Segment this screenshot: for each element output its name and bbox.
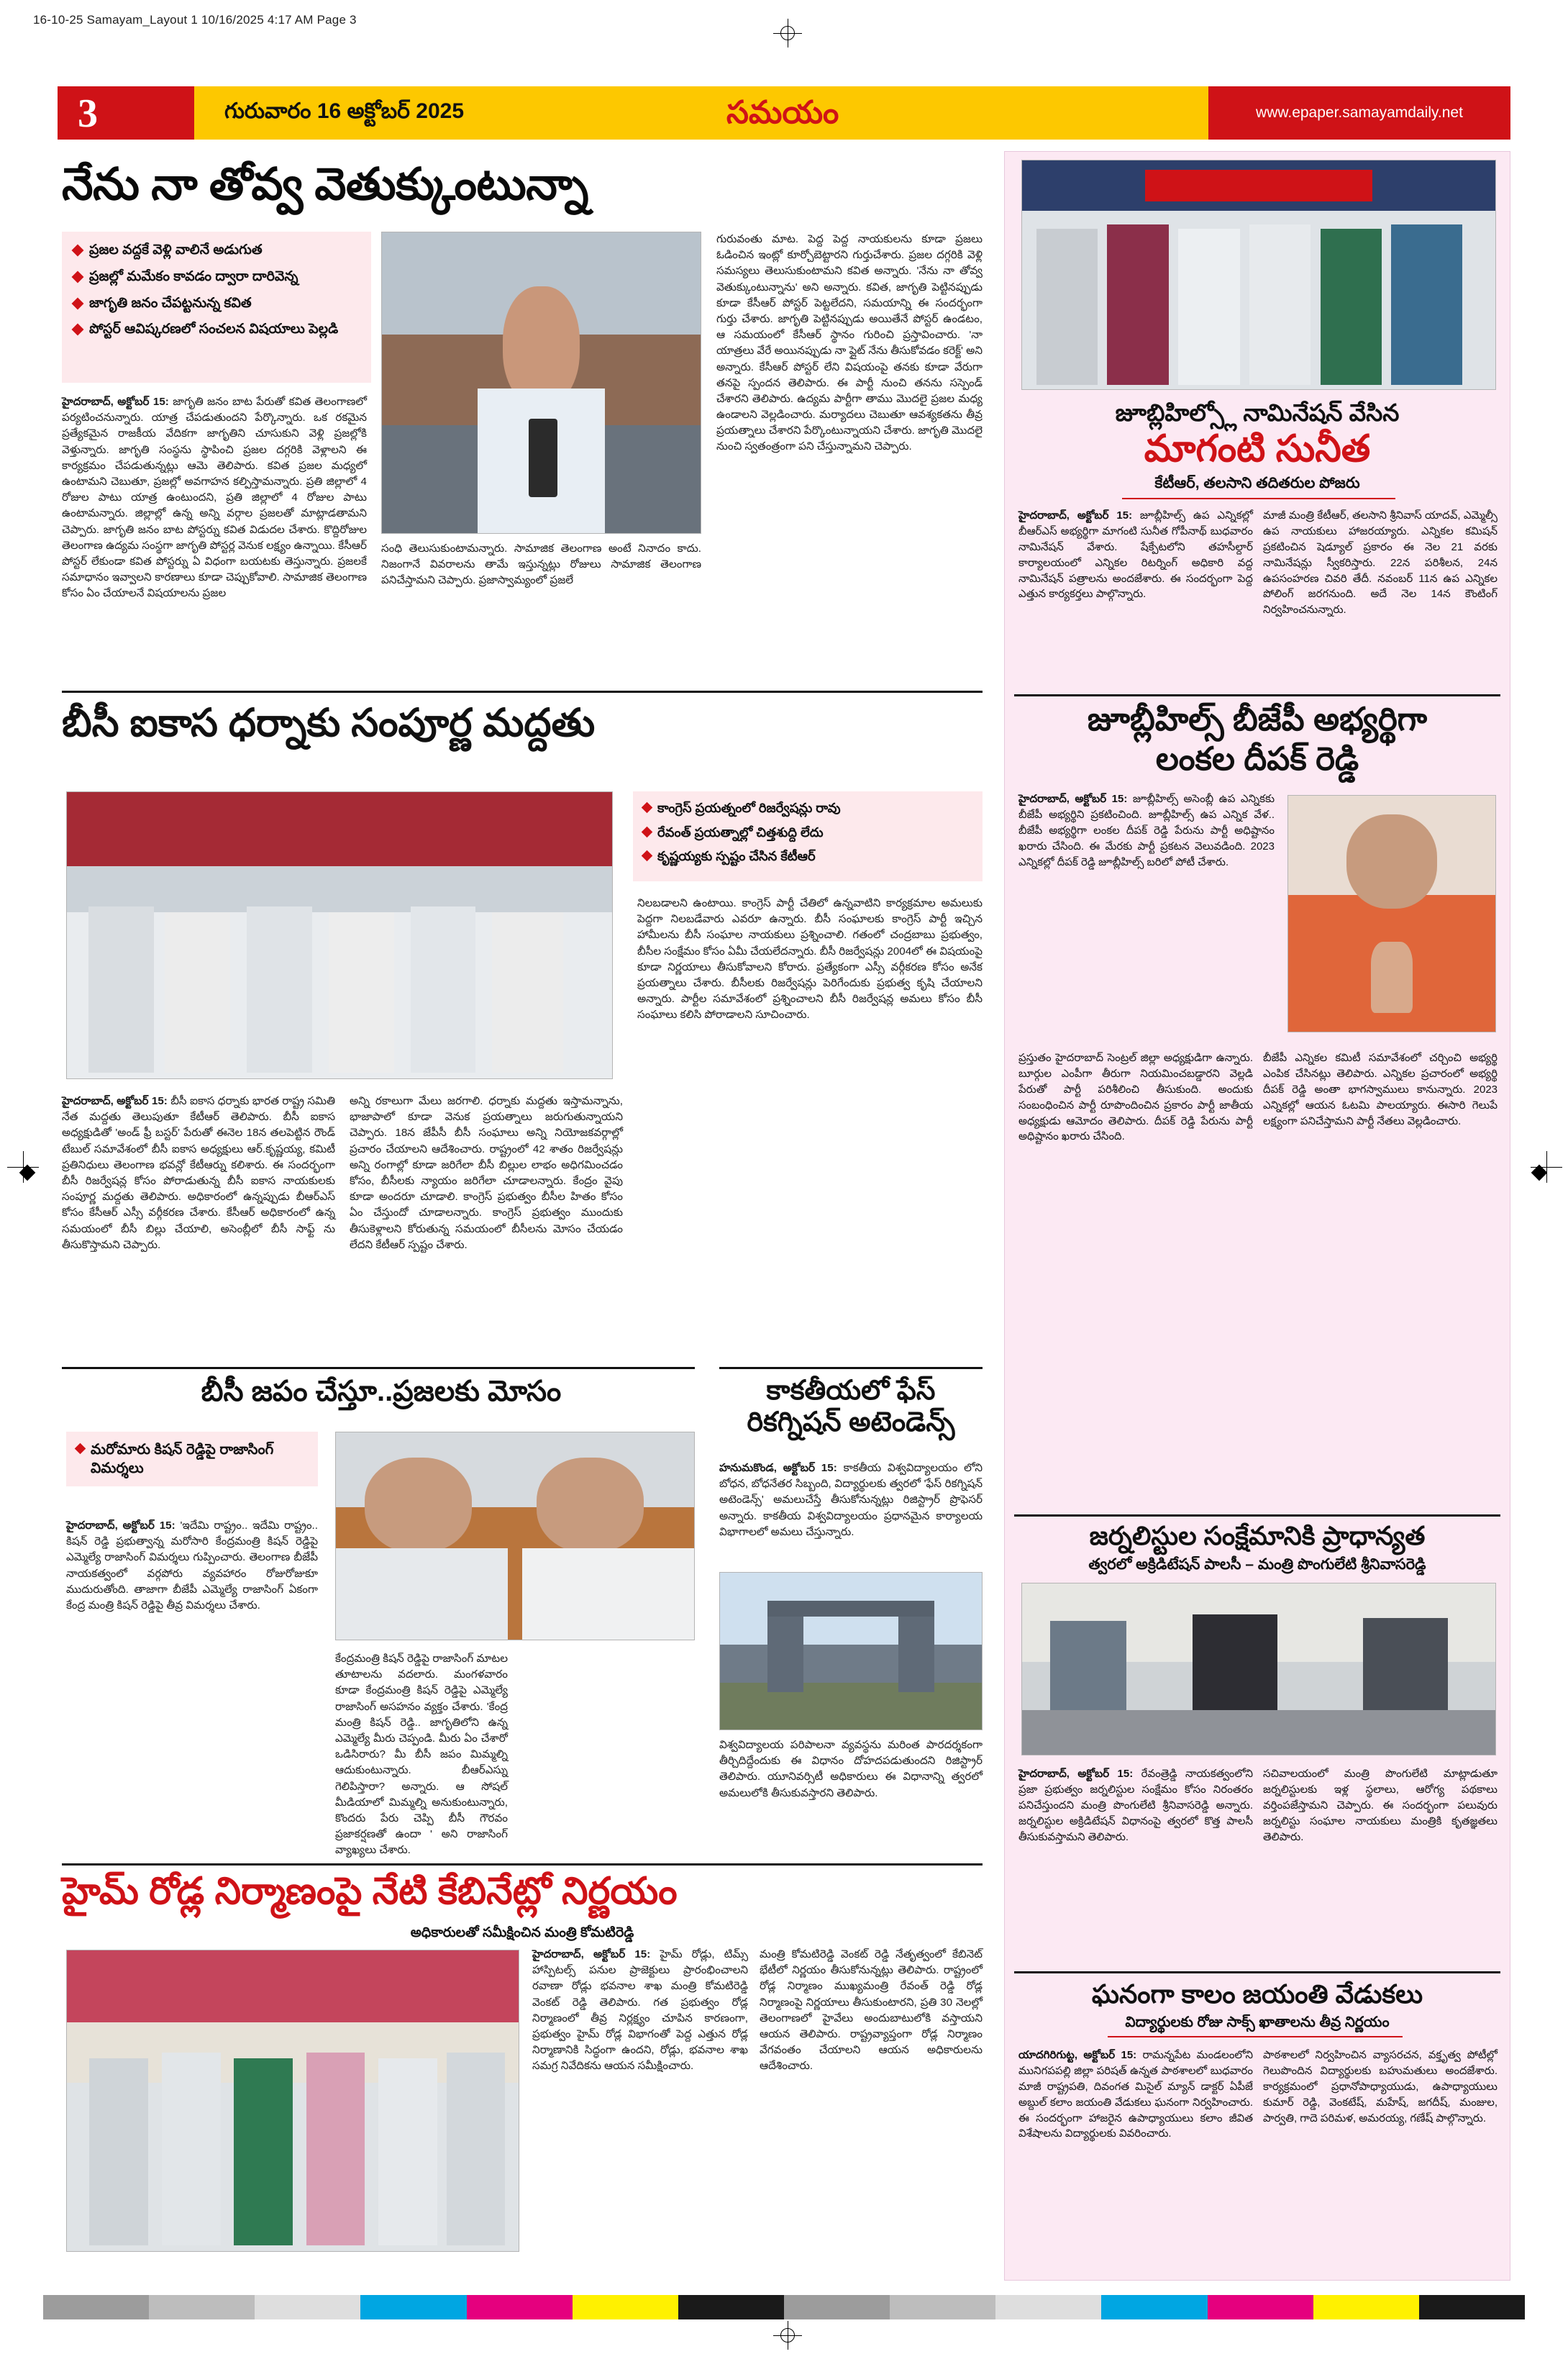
bullet-text: ప్రజల్లో మమేకం కావడం ద్వారా దారివెన్న [89,268,298,284]
story5-photo [66,1950,519,2252]
right2-col1-text: జూబ్లీహిల్స్ అసెంబ్లీ ఉప ఎన్నికకు బీజేపీ అభ్యర్థిని ప్రకటించింది. జూబ్లీహిల్స్ ఉప ఎన్నిక వేళ.. బీజేపీ అభ్యర్థిగా లంకల దీపక్ రెడ్డి పేరును పార్టీ అధిష్టానం ఖరారు చేసింది. ఈ మేరకు పార్టీ ప్రకటన వెలువడింది. 2023 ఎన్నికల్లో దీపక్ రెడ్డి జూబ్లీహిల్స్ బరిలో పోటీ చేశారు. [1018,793,1275,868]
diamond-bullet-icon [642,826,653,837]
color-swatch [995,2295,1101,2319]
dateline: హైదరాబాద్, అక్టోబర్ 15: [1018,1768,1134,1780]
story2-bullet-box [633,791,983,881]
crop-mark-left [7,1151,39,1183]
story3-col1-text: 'ఇదేమి రాష్ట్రం.. ఇదేమి రాష్ట్రం.. కిషన్ రెడ్డి ప్రభుత్వాన్న మరోసారి కేంద్రమంత్రి కిషన్ రెడ్డిపై ఎమ్మెల్యే రాజాసింగ్ విమర్శలు గుప్పించారు. తెలంగాణ బీజేపీ నాయకత్వంలో వర్గపోరు వ్యవహారం రోజురోజుకూ ముదురుతోంది. తాజాగా బీజేపీ ఎమ్మెల్యే రాజాసింగ్ ఏకంగా కేంద్ర మంత్రి కిషన్ రెడ్డిపై తీవ్ర విమర్శలు చేశారు. [66,1519,318,1612]
right1-headline-line1: జూబ్లిహిల్స్లో నామినేషన్ వేసిన [1115,399,1400,426]
masthead-website[interactable]: www.epaper.samayamdaily.net [1208,86,1510,140]
list-item [76,1440,308,1478]
right2-portrait-photo [1287,795,1496,1032]
masthead-title: సమయం [726,95,839,130]
color-swatch [678,2295,784,2319]
story1-col1-text: జాగృతి జనం బాట పేరుతో కవిత తెలంగాణలో పర్యటించనున్నారు. యాత్ర చేపడుతుందని పేర్కొన్నారు. ఒక రకమైన ప్రత్యేకమైన రాజకీయ వేదికగా జాగృతిని చూసుకుని వెళ్లి ప్రజల్లోకి వెళ్తున్నారు. జాగృతి సంస్థను స్థాపించి ప్రజల దగ్గరికి వెళ్లాలని ఈ కార్యక్రమం చేపడుతున్నట్లు ఆమె తెలిపారు. కవిత ప్రజల మధ్యలో ఉంటామని చెబుతూ, ప్రజల్లో అవగాహన కల్పిస్తామన్నారు. ప్రతి జిల్లాలో 4 రోజుల పాటు యాత్ర ఉంటుందని, ప్రతి జిల్లాలో 4 రోజుల పాటు ఉంటామన్నారు. జిల్లాల్లో ఉన్న అన్ని వర్గాల ప్రజలతో మాట్లాడతామని చెప్పారు. జాగృతి జనం బాట పోస్టర్ను కవిత విడుదల చేశారు. కొద్దిరోజుల తెలంగాణ ఉద్యమ సంస్థగా జాగృతి పోస్టర్ల వెనుక లక్ష్యం ఉన్నాయి. కేసీఆర్ పోస్టర్ లేకుండా కవిత పోస్టర్ను ఏ విధంగా బయటకు తెస్తున్నారు. ప్రజలకే సమాధానం ఇవ్వాలని కారణాలు కూడా చెప్పుకోవాలి. సామాజిక తెలంగాణ కోసం ఏం చేయాలనే విషయాలను ప్రజల [62,396,367,600]
list-item [73,242,360,259]
color-swatch [1101,2295,1207,2319]
right4-subhead: విద్యార్థులకు రోజు సాక్స్ ఖాతాలను తీవ్ర నిర్ణయం [1125,2014,1390,2030]
bullet-text: రేవంత్ ప్రయత్నాల్లో చిత్తశుద్ది లేదు [657,824,824,840]
story1-column-3: గురువంతు మాట. పెద్ద పెద్ద నాయకులను కూడా ప్రజలు ఓడించిన ఇంట్లో కూర్చోబెట్టారని గుర్తుచేశారు. ప్రజల దగ్గరికి వెళ్లి సమస్యలు తెలుసుకుంటామని కవిత అన్నారు. 'నేను నా తోవ్వ వెతుక్కుంటున్నాను' అని అన్నారు. కవిత, జాగృతి పెట్టినప్పుడు కూడా కేసీఆర్ పోస్టర్ పెట్టలేదని, సమయాన్ని ఈ సందర్భంగా గుర్తు చేశారు. జాగృతి పెట్టినప్పుడు అయితేనే పోస్టర్ ఉండటం, ఆ సమయంలో కేసీఆర్ స్థానం గురించి ప్రస్తావించారు. 'నా యాత్రలు వేరే అయినప్పుడు నా ప్లైట్ నేను తీసుకోవడం కరెక్ట్' అని అన్నారు. కేసీఆర్ పోస్టర్ లేని విషయంపై తనకు కూడా వేరుగా తనపై స్పందన తెలిపారు. ఈ పార్టీ నుంచి తనను సస్పెండ్ చేశారని తెలిపారు. ఉద్యమ పార్టీగా తాము మొదలై ప్రజల మధ్య ఉండాలని వెల్లడించారు. మర్యాదలు చెబుతూ ఆవశ్యకతను తీవ్ర ప్రయత్నాలు చేశారని పేర్కొంటున్నాయని చేశారు. జాగృతి మొదలై నుంచి స్వతంత్రంగా పని చేస్తున్నామని చెప్పారు. [716,233,983,453]
list-item [643,800,972,817]
diamond-bullet-icon [72,271,84,283]
color-calibration-bar [43,2295,1525,2319]
masthead [58,86,1510,140]
story4-column-2: విశ్వవిద్యాలయ పరిపాలనా వ్యవస్థను మరింత పారదర్శకంగా తీర్చిదిద్దేందుకు ఈ విధానం దోహదపడుతుందని రిజిస్ట్రార్ తెలిపారు. యూనివర్సిటీ అధికారులు ఈ విధానాన్ని త్వరలో అమలులోకి తీసుకువస్తారని తెలిపారు. [719,1739,983,1799]
dateline: హైదరాబాద్, అక్టోబర్ 15: [532,1948,651,1960]
right3-subhead: త్వరలో అక్రిడిటేషన్ పాలసీ – మంత్రి పొంగులేటి శ్రీనివాసరెడ్డి [1088,1556,1426,1573]
right1-photo [1021,160,1496,390]
dateline: హైదరాబాద్, అక్టోబర్ 15: [62,396,169,408]
color-swatch [360,2295,466,2319]
story2-headline: బీసీ ఐకాస ధర్నాకు సంపూర్ణ మద్దతు [62,701,596,745]
story2-column-3: నిలబడాలని ఉంటాయి. కాంగ్రెస్ పార్టీ చేతిలో ఉన్నవాటిని కార్యక్రమాల అమలుకు పెద్దగా నిలబడేవారు ఎవరూ ఉన్నారు. బీసీ సంఘాలకు కాంగ్రెస్ పార్టీ ఇచ్చిన హామీలను బీసీ సంఘాల నాయకులు ప్రశ్నించాలి. గతంలో చంద్రబాబు ప్రభుత్వం, బీసీల సంక్షేమం కోసం ఏమీ చేయలేదన్నారు. బీసీ రిజర్వేషన్లు 2004లో ఈ విషయంపై కూడా నిర్ణయాలు తీసుకోవాలని కోరారు. ప్రత్యేకంగా ఎస్సీ వర్గీకరణ కోసం అనేక ప్రయత్నాలు చేశారు. బీసీలకు రిజర్వేషన్లు పెరిగేందుకు ప్రభుత్వ కృషి చేయాలని అన్నారు. పార్టీల సమావేశంలో ప్రశ్నించాలని బీసీ రిజర్వేషన్ల అమలు కోసం బీసీ సంఘాలు కలిసి పోరాడాలని సూచించారు. [637,897,983,1022]
right2-column-2: ప్రస్తుతం హైదరాబాద్ సెంట్రల్ జిల్లా అధ్యక్షుడిగా ఉన్నారు. బూర్గుల ఎంపీగా తీరుగా నియమించబడ్డారని వెల్లడి పేరుతో పార్టీ పరిశీలించి తీసుకుంది. అందుకు సంబంధించిన పార్టీ రూపొందించిన ప్రకారం పార్టీ జాతీయ అధ్యక్షుడు ఆమోదం తెలిపారు. దీపక్ రెడ్డి పేరును పార్టీ అధిష్టానం ఖరారు చేసింది. [1018,1052,1253,1143]
diamond-bullet-icon [72,297,84,309]
diamond-bullet-icon [642,850,653,862]
dateline: యాదగిరిగుట్ట, అక్టోబర్ 15: [1018,2049,1137,2061]
story5-column-2: మంత్రి కోమటిరెడ్డి వెంకట్ రెడ్డి నేతృత్వంలో కేబినెట్ భేటీలో నిర్ణయం తీసుకోనున్నట్లు తెలిపారు. రాష్ట్రంలో రోడ్ల నిర్మాణం ముఖ్యమంత్రి రేవంత్ రెడ్డి రోడ్ల నిర్మాణంపై నిర్ణయాలు తీసుకుంటారని, ప్రతి 30 నెలల్లో తెలంగాణలో హైవేలు అందుబాటులోకి వస్తాయని ఆయన తెలిపారు. రాష్ట్రవ్యాప్తంగా రోడ్ల నిర్మాణం వేగవంతం చేయాలని ఆయన అధికారులను ఆదేశించారు. [760,1948,983,2073]
bullet-text: పోస్టర్ ఆవిష్కరణలో సంచలన విషయాలు పెల్లడి [89,322,339,337]
right3-col1-text: రేవంత్రెడ్డి నాయకత్వంలోని ప్రజా ప్రభుత్వం జర్నలిస్టుల సంక్షేమం కోసం నిరంతరం పనిచేస్తుందని మంత్రి పొంగులేటి శ్రీనివాసరెడ్డి అన్నారు. జర్నలిస్టుల అక్రిడిటేషన్ విధానంపై త్వరలో కొత్త పాలసీ తీసుకువస్తామని తెలిపారు. [1018,1768,1254,1843]
registration-circle-top [780,26,795,40]
story1-column-2: సంధి తెలుసుకుంటామన్నారు. సామాజిక తెలంగాణ అంటే నినాదం కాదు. నిజంగానే వివరాలను తామే ఇస్తున్నట్లు రోజులు సామాజిక తెలంగాణ పనిచేస్తామని చెప్పారు. ప్రజాస్వామ్యంలో ప్రజలే [381,542,701,587]
story3-column-1 [66,1518,318,1614]
diamond-bullet-icon [75,1443,86,1455]
right4-column-1 [1018,2048,1253,2142]
list-item [643,824,972,841]
dateline: హైదరాబాద్, అక్టోబర్ 15: [62,1095,168,1107]
dateline: హనుమకొండ, అక్టోబర్ 15: [719,1462,837,1474]
right1-col1-text: జూబ్లీహిల్స్ ఉప ఎన్నికల్లో బీఆర్ఎస్ అభ్యర్థిగా మాగంటి సునీత గోపీనాథ్ బుధవారం నామినేషన్ వేశారు. షేక్పేటలోని తహసీల్దార్ కార్యాలయంలో ఎన్నికల రిటర్నింగ్ అధికారి వద్ద నామినేషన్ పత్రాలను అందజేశారు. ఈ సందర్భంగా పెద్ద ఎత్తున కార్యకర్తలు పాల్గొన్నారు. [1018,509,1253,601]
masthead-date: గురువారం 16 అక్టోబర్ 2025 [224,99,465,123]
color-swatch [467,2295,573,2319]
right1-subhead: కేటీఆర్, తలసాని తదితరుల పోజరు [1154,475,1360,491]
list-item [643,848,972,865]
list-item [73,295,360,312]
dateline: హైదరాబాద్, అక్టోబర్ 15: [66,1519,176,1532]
right1-rule [1122,498,1395,499]
color-swatch [1313,2295,1419,2319]
bullet-text: ప్రజల వద్దకే వెళ్లి వాలినే అడుగుత [89,242,263,258]
story4-photo [719,1572,983,1730]
list-item [73,321,360,338]
story2-column-2: అన్ని రకాలుగా మేలు జరగాలి. ధర్నాకు మద్దతు ఇస్తామన్నాను, భాజాపాలో కూడా వెనుక ప్రయత్నాలు జరుగుతున్నాయని చెప్పారు. 18న జేపీసీ బీసీ సంఘాలు అన్ని నియోజకవర్గాల్లో ప్రచారం చేయాలని ఆదేశించారు. రాష్ట్రంలో 42 శాతం రిజర్వేషన్లు అన్ని రంగాల్లో కూడా జరిగేలా బీసీ బిల్లుల లాభం అధిగమించడం కోసం, బీసీలకు న్యాయం జరిగేలా చూడాలన్నారు. కేంద్రం వైపు కూడా అందరూ చూడాలి. కాంగ్రెస్ ప్రభుత్వం బీసీల హితం కోసం ఏం చేస్తుందో చూడాలన్నారు. కాంగ్రెస్ ప్రభుత్వం ముందుకు తీసుకెళ్లాలని కోరుతున్న సమయంలో బీసీలను మోసం చేయడం లేదని కేటీఆర్ స్పష్టం చేశారు. [350,1095,623,1251]
right4-col1-text: రామన్నపేట మండలంలోని మునిగపపల్లి జిల్లా పరిషత్ ఉన్నత పాఠశాలలో బుధవారం మాజీ రాష్ట్రపతి, దివంగత మిసైల్ మ్యాన్ డాక్టర్ ఏపీజే అబ్దుల్ కలాం జయంతి వేడుకలు ఘనంగా నిర్వహించారు. ఈ సందర్భంగా హాజరైన ఉపాధ్యాయులు కలాం జీవిత విశేషాలను విద్యార్థులకు వివరించారు. [1018,2049,1254,2140]
story1-bullet-box [62,232,371,383]
story2-divider [62,691,983,693]
story3-headline: బీసీ జపం చేస్తూ..ప్రజలకు మోసం [201,1376,562,1407]
right2-headline-line2: లంకల దీపక్ రెడ్డి [1155,740,1359,777]
right3-column-1 [1018,1766,1253,1845]
story3-bullet-box [66,1432,318,1486]
story3-column-2: కేంద్రమంత్రి కిషన్ రెడ్డిపై రాజాసింగ్ మాటల తూటాలను వదలారు. మంగళవారం కూడా కేంద్రమంత్రి కిషన్ రెడ్డిపై ఎమ్మెల్యే రాజాసింగ్ అసహనం వ్యక్తం చేశారు. 'కేంద్ర మంత్రి కిషన్ రెడ్డి.. జాగృతిలోని ఉన్న ఎమ్మెల్యే మీరు చెప్పండి. మీరు ఏం చేశారో ఒడిసిరారు? మీ బీసీ జపం మిమ్మల్ని ఆదుకుంటున్నారు. బీఆర్ఎస్ను గెలిపిస్తారా? అన్నారు. ఆ సోషల్ మీడియాలో మిమ్మల్ని అనుకుంటున్నారు, కొందరు పేరు చెప్పి బీసీ గౌరవం ప్రజాకర్షణతో ఉందా ' అని రాజాసింగ్ వ్యాఖ్యలు చేశారు. [335,1653,508,1857]
bullet-text: కృష్ణయ్యకు స్పష్టం చేసిన కేటీఆర్ [657,849,816,863]
story1-photo [381,232,701,534]
dateline: హైదరాబాద్, అక్టోబర్ 15: [1018,509,1133,522]
right4-divider [1014,1971,1500,1973]
story4-col1-text: కాకతీయ విశ్వవిద్యాలయం లోని బోధన, బోధనేతర సిబ్బంది, విద్యార్థులకు త్వరలో 'ఫేస్ రికగ్నిషన్ అటెండెన్స్' అమలుచేస్తే తీసుకోనున్నట్లు రిజిస్ట్రార్ ప్రొఫెసర్ అన్నారు. కాకతీయ విశ్వవిద్యాలయం ప్రధానమైన కార్యాలయ విభాగాలలో అమలు చేస్తున్నారు. [719,1462,983,1538]
diamond-bullet-icon [642,802,653,814]
right2-divider [1014,694,1500,696]
bullet-text: జాగృతి జనం చేపట్టనున్న కవిత [89,295,252,311]
crop-mark-right [1531,1151,1562,1183]
bullet-text: కాంగ్రెస్ ప్రయత్నంలో రిజర్వేషన్లు రావు [657,801,841,815]
story3-divider [62,1367,695,1369]
page-number: 3 [78,91,98,136]
story2-col1-text: బీసీ ఐకాస ధర్నాకు భారత రాష్ట్ర సమితి నేత మద్దతు తెలుపుతూ కేటీఆర్ తెలిపారు. బీసీ ఐకాస అధ్యక్షుడితో 'అండ్ ఫ్రీ బస్టర్' పేరుతో ఈనెల 18న తలపెట్టిన రౌండ్ టేబుల్ సమావేశంలో బీసీ ఐకాస అధ్యక్షులు ఆర్.కృష్ణయ్య, కమిటీ ప్రతినిధులు తెలంగాణ భవన్లో కేటీఆర్ను కలిశారు. ఈ సందర్భంగా బీసీ రిజర్వేషన్ల కోసం పోరాడుతున్న బీసీ ఐకాస నాయకులకు సంపూర్ణ మద్దతు తెలిపారు. అధికారంలో ఉన్నప్పుడు బీఆర్ఎస్ కోసం కేసీఆర్ ఎస్సీ వర్గీకరణ చేశారు. కేసీఆర్ అధికారంలో ఉన్న సమయంలో బీసీ బిల్లు చేయాలి, అసెంబ్లీలో బీసీ సాఫ్ట్ ను తీసుకొస్తామని చెప్పారు. [62,1095,335,1251]
print-slug: 16-10-25 Samayam_Layout 1 10/16/2025 4:17 AM Page 3 [33,13,357,27]
right2-column-1 [1018,791,1275,870]
color-swatch [43,2295,149,2319]
color-swatch [255,2295,360,2319]
right1-column-1 [1018,508,1253,602]
right1-headline-line2: మాగంటి సునీత [1144,428,1371,470]
color-swatch [573,2295,678,2319]
right2-column-3: బీజేపీ ఎన్నికల కమిటీ సమావేశంలో చర్చించి అభ్యర్థి ఎంపిక చేసినట్లు తెలిపారు. ఎన్నికల ప్రచారంలో అభ్యర్థి దీపక్ రెడ్డి అంతా భాగస్వాములు కానున్నారు. 2023 ఎన్నికల్లో ఆయన ఓటమి పాలయ్యారు. ఈసారి గెలుపే లక్ష్యంగా పనిచేస్తామని పార్టీ నేతలు వెల్లడించారు. [1263,1052,1498,1127]
story5-subhead: అధికారులతో సమీక్షించిన మంత్రి కోమటిరెడ్డి [410,1925,634,1940]
right3-divider [1014,1514,1500,1517]
story3-photo [335,1432,695,1640]
color-swatch [1208,2295,1313,2319]
story2-photo [66,791,613,1079]
diamond-bullet-icon [72,245,84,257]
right1-column-2: మాజీ మంత్రి కేటీఆర్, తలసాని శ్రీనివాస్ యాదవ్, ఎమ్మెల్సీ ఉప నాయకులు హాజరయ్యారు. ఎన్నికల కమిషన్ ప్రకటించిన షెడ్యూల్ ప్రకారం ఈ నెల 21 వరకు నామినేషన్లు స్వీకరిస్తారు. 22న పరిశీలన, 24న ఉపసంహరణ చివరి తేదీ. నవంబర్ 11న ఉప ఎన్నికల పోలింగ్ జరగనుంది. అదే నెల 14న కౌంటింగ్ నిర్వహించనున్నారు. [1263,509,1498,617]
list-item [73,268,360,286]
story1-column-1 [62,394,367,601]
color-swatch [1419,2295,1525,2319]
story5-column-1 [532,1947,748,2075]
story4-divider [719,1367,983,1369]
right3-photo [1021,1583,1496,1755]
right4-headline: ఘనంగా కాలం జయంతి వేడుకలు [1091,1979,1423,2009]
story5-divider [62,1863,983,1866]
story5-headline: హైమ్ రోడ్ల నిర్మాణంపై నేటి కేబినేట్లో నిర్ణయం [62,1871,678,1912]
story5-col1-text: హైమ్ రోడ్లు, టిమ్స్ హాస్పిటల్స్ పనుల ప్రాజెక్టులు ప్రారంభించాలని రవాణా రోడ్లు భవనాల శాఖ మంత్రి కోమటిరెడ్డి వెంకట్ రెడ్డి తెలిపారు. గత ప్రభుత్వం రోడ్ల నిర్మాణంలో తీవ్ర నిర్లక్ష్యం చూపిన కారణంగా, ప్రభుత్వం హైమ్ రోడ్ల విభాగంతో పెద్ద ఎత్తున రోడ్ల నిర్మాణానికి సిద్ధంగా ఉందని, రోడ్లు, భవనాల శాఖ సమగ్ర నివేదికను ఆయన సమీక్షించారు. [532,1948,748,2073]
right3-column-2: సచివాలయంలో మంత్రి పొంగులేటి మాట్లాడుతూ జర్నలిస్టులకు ఇళ్ల స్థలాలు, ఆరోగ్య పథకాలు వర్తింపజేస్తామని చెప్పారు. ఈ సందర్భంగా పలువురు జర్నలిస్టు సంఘాల నాయకులు మంత్రికి కృతజ్ఞతలు తెలిపారు. [1263,1768,1498,1843]
diamond-bullet-icon [72,324,84,336]
right2-headline-line1: జూబ్లీహిల్స్ బీజేపీ అభ్యర్థిగా [1087,701,1428,737]
right4-rule [1108,2036,1403,2037]
color-swatch [784,2295,890,2319]
right4-column-2: పాఠశాలలో నిర్వహించిన వ్యాసరచన, వక్తృత్వ పోటీల్లో గెలుపొందిన విద్యార్థులకు బహుమతులు అందజేశారు. కార్యక్రమంలో ప్రధానోపాధ్యాయుడు, ఉపాధ్యాయులు కుమార్ రెడ్డి, వెంకటేష్, మహేష్, జగదీష్, మంజుల, పార్వతి, గాదె పరిమళ, అమరయ్య, గణేష్ పాల్గొన్నారు. [1263,2049,1498,2124]
bullet-text: మరోమారు కిషన్ రెడ్డిపై రాజాసింగ్ విమర్శలు [91,1442,274,1476]
story4-headline: కాకతీయలో ఫేస్ రికగ్నిషన్ అటెండెన్స్ [747,1376,955,1437]
right3-headline: జర్నలిస్టుల సంక్షేమానికి ప్రాధాన్యత [1089,1521,1426,1550]
color-swatch [149,2295,255,2319]
story4-column-1 [719,1460,983,1540]
dateline: హైదరాబాద్, అక్టోబర్ 15: [1018,793,1128,805]
story1-headline: నేను నా తోవ్వ వెతుక్కుంటున్నా [62,160,588,209]
color-swatch [890,2295,995,2319]
registration-circle-bottom [780,2328,795,2342]
story2-column-1 [62,1094,335,1253]
right-column-panel [1004,151,1510,2281]
